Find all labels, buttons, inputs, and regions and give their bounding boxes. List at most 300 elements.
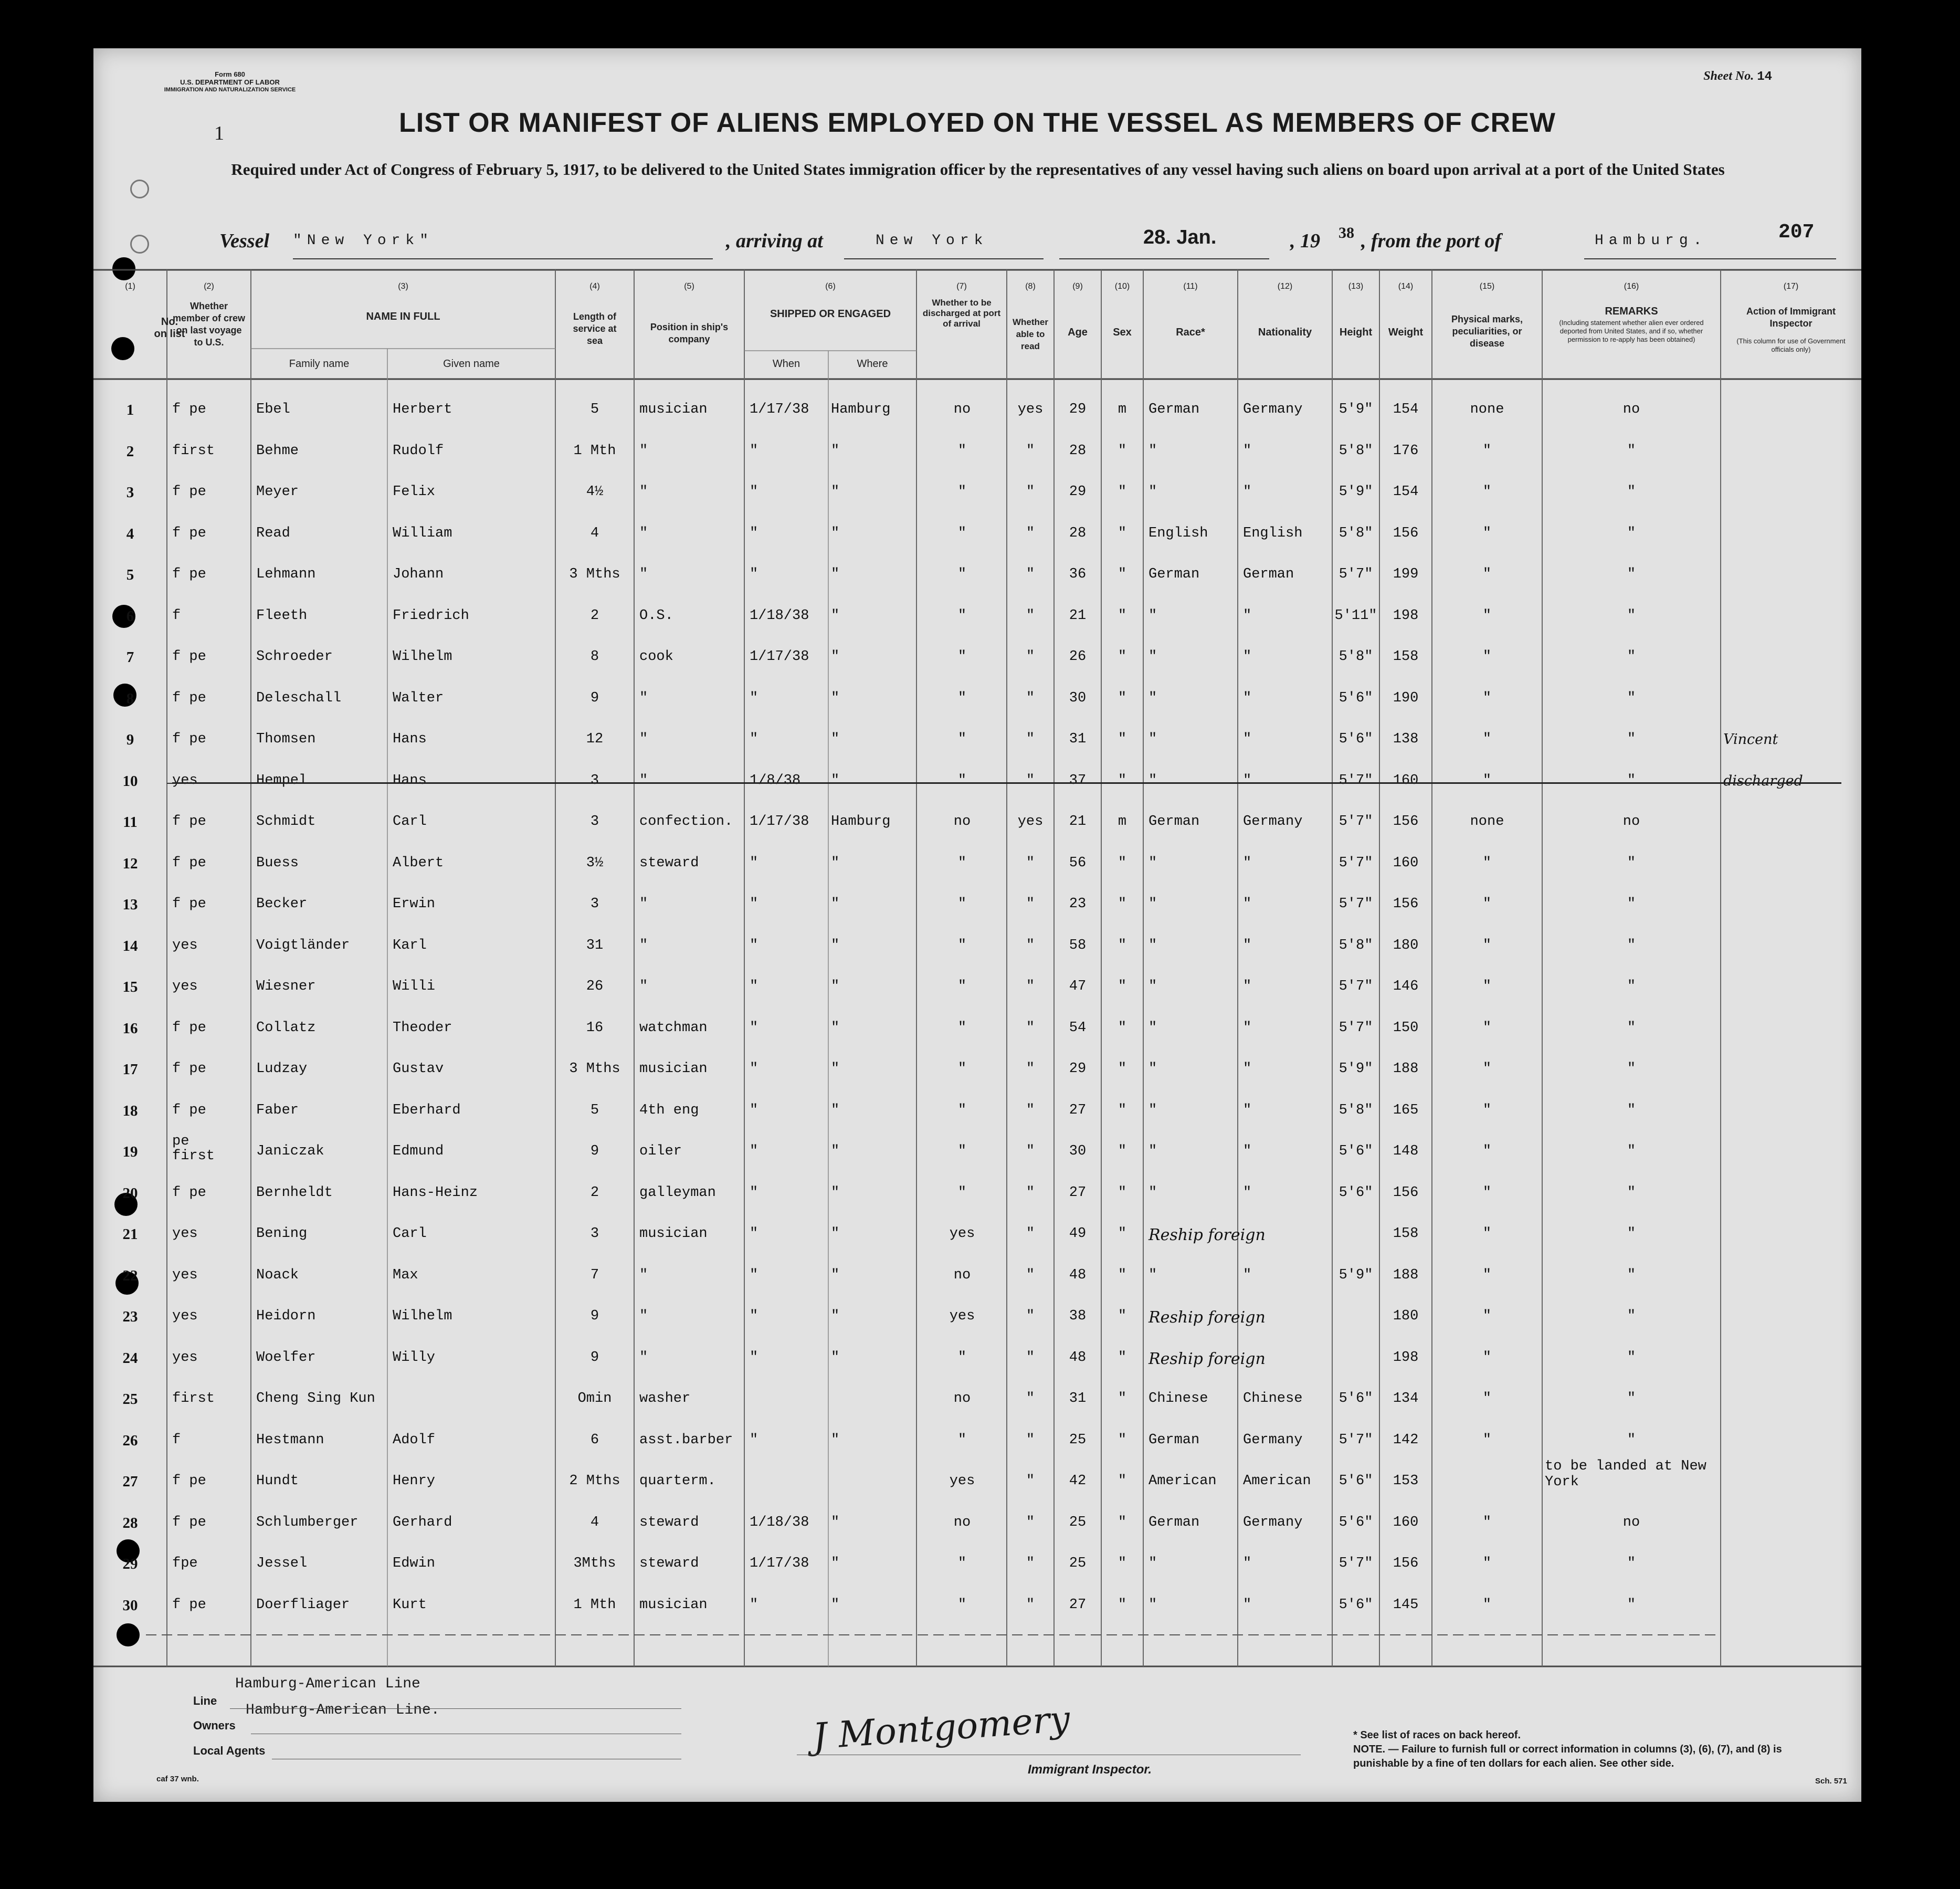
race-cell: " bbox=[1148, 1556, 1157, 1571]
discharged-cell: " bbox=[957, 1143, 967, 1159]
service-length-cell: 1 Mth bbox=[573, 1597, 616, 1613]
weight-cell: 156 bbox=[1393, 814, 1419, 830]
age-cell: 48 bbox=[1069, 1267, 1087, 1283]
given-name-cell: Hans bbox=[393, 731, 427, 747]
shipped-when-cell: " bbox=[750, 1349, 758, 1366]
row-number: 21 bbox=[122, 1226, 138, 1243]
height-cell: 5'8" bbox=[1339, 525, 1373, 541]
strike-through-line bbox=[172, 782, 1841, 784]
col-head-16: REMARKS bbox=[1605, 306, 1658, 317]
family-name-cell: Wiesner bbox=[256, 979, 316, 994]
col-head-15: Physical marks, peculiarities, or disease bbox=[1451, 314, 1523, 349]
service-length-cell: 3½ bbox=[586, 855, 604, 871]
shipped-when-cell: " bbox=[750, 896, 758, 912]
table-row bbox=[93, 1181, 1861, 1222]
handwritten-mark: 1 bbox=[214, 122, 224, 144]
family-name-cell: Lehmann bbox=[256, 566, 316, 582]
height-cell: 5'8" bbox=[1339, 1102, 1373, 1118]
table-row bbox=[93, 1551, 1861, 1592]
family-name-cell: Heidorn bbox=[256, 1308, 316, 1324]
table-row bbox=[93, 892, 1861, 933]
position-cell: cook bbox=[639, 649, 673, 665]
able-to-read-cell: " bbox=[1026, 690, 1035, 706]
height-cell: 5'7" bbox=[1339, 566, 1373, 582]
nationality-cell: " bbox=[1243, 649, 1252, 665]
service-length-cell: 6 bbox=[590, 1432, 599, 1448]
race-cell: German bbox=[1148, 402, 1200, 417]
shipped-when-cell: 1/17/38 bbox=[750, 1556, 809, 1571]
given-name-cell: Karl bbox=[393, 937, 427, 953]
given-name-cell: Walter bbox=[393, 690, 444, 706]
age-cell: 25 bbox=[1069, 1432, 1087, 1448]
col-head-17: Action of Immigrant Inspector bbox=[1746, 306, 1836, 329]
col-head-14: Weight bbox=[1388, 327, 1424, 338]
shipped-where-cell: " bbox=[831, 1143, 840, 1159]
sheet-label: Sheet No. bbox=[1703, 69, 1754, 83]
family-name-cell: Fleeth bbox=[256, 607, 308, 624]
age-cell: 26 bbox=[1069, 649, 1087, 665]
sex-cell: " bbox=[1118, 1020, 1127, 1036]
last-voyage-cell: f pe bbox=[172, 1102, 206, 1118]
shipped-when-cell: " bbox=[750, 1308, 758, 1324]
nationality-cell: " bbox=[1243, 607, 1252, 624]
discharged-cell: " bbox=[957, 937, 967, 953]
family-name-cell: Hundt bbox=[256, 1473, 299, 1489]
weight-cell: 198 bbox=[1393, 1349, 1419, 1366]
remarks-cell: " bbox=[1627, 772, 1636, 789]
remarks-cell: no bbox=[1622, 814, 1640, 830]
weight-cell: 180 bbox=[1393, 1308, 1419, 1324]
col-num-10: (10) bbox=[1114, 282, 1130, 291]
sex-cell: " bbox=[1118, 1391, 1127, 1407]
height-cell: 5'6" bbox=[1339, 1184, 1373, 1201]
nationality-cell: " bbox=[1243, 484, 1252, 500]
document-title: LIST OR MANIFEST OF ALIENS EMPLOYED ON THE VESSEL AS MEMBERS OF CREW bbox=[399, 108, 1556, 138]
shipped-when-cell: " bbox=[750, 855, 758, 871]
shipped-when-cell: " bbox=[750, 1226, 758, 1242]
col-sub-where: Where bbox=[857, 358, 888, 370]
col-num-9: (9) bbox=[1072, 282, 1083, 291]
sex-cell: " bbox=[1118, 1267, 1127, 1283]
position-cell: " bbox=[639, 484, 648, 500]
race-cell: " bbox=[1148, 484, 1157, 500]
physical-marks-cell: " bbox=[1482, 1267, 1492, 1283]
discharged-cell: " bbox=[957, 566, 967, 582]
nationality-cell: " bbox=[1243, 896, 1252, 912]
table-row bbox=[93, 974, 1861, 1015]
service-length-cell: 3Mths bbox=[573, 1556, 616, 1571]
age-cell: 23 bbox=[1069, 896, 1087, 912]
vessel-line bbox=[219, 221, 1847, 261]
table-row bbox=[93, 1222, 1861, 1263]
race-cell: " bbox=[1148, 1267, 1157, 1283]
row-number: 14 bbox=[122, 937, 138, 954]
able-to-read-cell: " bbox=[1026, 607, 1035, 624]
col-head-3: NAME IN FULL bbox=[366, 311, 440, 322]
position-cell: " bbox=[639, 896, 648, 912]
family-name-cell: Read bbox=[256, 525, 290, 541]
row-number: 24 bbox=[122, 1349, 138, 1367]
weight-cell: 188 bbox=[1393, 1061, 1419, 1077]
table-row bbox=[93, 1458, 1861, 1510]
last-voyage-cell: yes bbox=[172, 1349, 198, 1366]
service-length-cell: 3 Mths bbox=[569, 566, 620, 582]
remarks-cell: " bbox=[1627, 1597, 1636, 1613]
height-cell: 5'6" bbox=[1339, 1473, 1373, 1489]
table-row bbox=[93, 1134, 1861, 1180]
position-cell: " bbox=[639, 979, 648, 994]
able-to-read-cell: " bbox=[1026, 1308, 1035, 1324]
service-length-cell: 9 bbox=[590, 1349, 599, 1366]
position-cell: " bbox=[639, 731, 648, 747]
physical-marks-cell: " bbox=[1482, 1391, 1492, 1407]
sex-cell: " bbox=[1118, 566, 1127, 582]
age-cell: 27 bbox=[1069, 1184, 1087, 1201]
form-identifier bbox=[135, 70, 324, 94]
col-num-11: (11) bbox=[1183, 282, 1198, 291]
family-name-cell: Hestmann bbox=[256, 1432, 324, 1448]
service-length-cell: 2 bbox=[590, 607, 599, 624]
discharged-cell: " bbox=[957, 1432, 967, 1448]
col-head-6: SHIPPED OR ENGAGED bbox=[770, 308, 891, 320]
nationality-cell: " bbox=[1243, 731, 1252, 747]
remarks-cell: " bbox=[1627, 1349, 1636, 1366]
col-head-11: Race* bbox=[1176, 327, 1205, 338]
able-to-read-cell: " bbox=[1026, 1597, 1035, 1613]
weight-cell: 190 bbox=[1393, 690, 1419, 706]
discharged-cell: no bbox=[953, 1514, 971, 1530]
race-cell: " bbox=[1148, 937, 1157, 953]
shipped-where-cell: " bbox=[831, 1308, 840, 1324]
service-length-cell: 4 bbox=[590, 525, 599, 541]
age-cell: 49 bbox=[1069, 1226, 1087, 1242]
shipped-when-cell: " bbox=[750, 525, 758, 541]
family-name-cell: Schlumberger bbox=[256, 1514, 359, 1530]
physical-marks-cell: " bbox=[1482, 690, 1492, 706]
given-name-cell: Rudolf bbox=[393, 443, 444, 459]
weight-cell: 134 bbox=[1393, 1391, 1419, 1407]
last-voyage-cell: f pe bbox=[172, 1184, 206, 1201]
shipped-when-cell: 1/8/38 bbox=[750, 772, 801, 789]
given-name-cell: William bbox=[393, 525, 452, 541]
able-to-read-cell: " bbox=[1026, 1349, 1035, 1366]
owners-label: Owners bbox=[193, 1719, 236, 1732]
sex-cell: " bbox=[1118, 731, 1127, 747]
discharged-cell: " bbox=[957, 1556, 967, 1571]
col-head-13: Height bbox=[1339, 327, 1373, 338]
remarks-cell: " bbox=[1627, 855, 1636, 871]
last-voyage-cell: f pe bbox=[172, 649, 206, 665]
family-name-cell: Schroeder bbox=[256, 649, 333, 665]
last-voyage-cell: f pe bbox=[172, 402, 206, 417]
service-length-cell: 9 bbox=[590, 690, 599, 706]
family-name-cell: Ludzay bbox=[256, 1061, 308, 1077]
sex-cell: " bbox=[1118, 772, 1127, 789]
race-cell: " bbox=[1148, 979, 1157, 994]
given-name-cell: Max bbox=[393, 1267, 418, 1283]
position-cell: " bbox=[639, 690, 648, 706]
last-voyage-cell: f pe bbox=[172, 566, 206, 582]
able-to-read-cell: " bbox=[1026, 1514, 1035, 1530]
remarks-cell: " bbox=[1627, 525, 1636, 541]
nationality-cell: " bbox=[1243, 772, 1252, 789]
position-cell: steward bbox=[639, 1514, 699, 1530]
family-name-cell: Behme bbox=[256, 443, 299, 459]
row-number: 9 bbox=[126, 731, 134, 748]
shipped-where-cell: " bbox=[831, 649, 840, 665]
race-cell: " bbox=[1148, 443, 1157, 459]
weight-cell: 188 bbox=[1393, 1267, 1419, 1283]
given-name-cell: Wilhelm bbox=[393, 1308, 452, 1324]
given-name-cell: Wilhelm bbox=[393, 649, 452, 665]
family-name-cell: Thomsen bbox=[256, 731, 316, 747]
discharged-cell: " bbox=[957, 649, 967, 665]
able-to-read-cell: " bbox=[1026, 525, 1035, 541]
able-to-read-cell: " bbox=[1026, 937, 1035, 953]
position-cell: 4th eng bbox=[639, 1102, 699, 1118]
physical-marks-cell: " bbox=[1482, 443, 1492, 459]
shipped-when-cell: " bbox=[750, 937, 758, 953]
physical-marks-cell: " bbox=[1482, 1143, 1492, 1159]
height-cell: 5'6" bbox=[1339, 1514, 1373, 1530]
nationality-cell: " bbox=[1243, 979, 1252, 994]
race-cell: " bbox=[1148, 1184, 1157, 1201]
punch-hole bbox=[112, 257, 135, 280]
row-number: 27 bbox=[122, 1473, 138, 1490]
col-num-8: (8) bbox=[1025, 282, 1036, 291]
row-number: 7 bbox=[126, 649, 134, 666]
able-to-read-cell: " bbox=[1026, 896, 1035, 912]
sex-cell: " bbox=[1118, 855, 1127, 871]
position-cell: confection. bbox=[639, 814, 733, 830]
table-row bbox=[93, 645, 1861, 686]
discharged-cell: no bbox=[953, 814, 971, 830]
remarks-cell: " bbox=[1627, 1308, 1636, 1324]
physical-marks-cell: " bbox=[1482, 855, 1492, 871]
race-cell: English bbox=[1148, 525, 1208, 541]
race-cell: " bbox=[1148, 1597, 1157, 1613]
weight-cell: 160 bbox=[1393, 855, 1419, 871]
physical-marks-cell: " bbox=[1482, 937, 1492, 953]
col-num-6: (6) bbox=[825, 282, 836, 291]
shipped-when-cell: " bbox=[750, 979, 758, 994]
schedule-code: Sch. 571 bbox=[1815, 1777, 1847, 1786]
position-cell: " bbox=[639, 566, 648, 582]
given-name-cell: Carl bbox=[393, 1226, 427, 1242]
inspector-signature: J Montgomery bbox=[811, 1698, 1071, 1758]
physical-marks-cell: " bbox=[1482, 607, 1492, 624]
col-num-5: (5) bbox=[684, 282, 694, 291]
height-cell: 5'8" bbox=[1339, 443, 1373, 459]
position-cell: " bbox=[639, 443, 648, 459]
discharged-cell: " bbox=[957, 1184, 967, 1201]
sex-cell: " bbox=[1118, 937, 1127, 953]
col-num-3: (3) bbox=[398, 282, 408, 291]
able-to-read-cell: " bbox=[1026, 1391, 1035, 1407]
table-row bbox=[93, 1593, 1861, 1634]
service-length-cell: 4 bbox=[590, 1514, 599, 1530]
year-suffix: 38 bbox=[1339, 224, 1354, 242]
last-voyage-cell: yes bbox=[172, 979, 198, 994]
nationality-cell: " bbox=[1243, 1556, 1252, 1571]
position-cell: musician bbox=[639, 1597, 708, 1613]
shipped-where-cell: " bbox=[831, 1349, 840, 1366]
able-to-read-cell: " bbox=[1026, 855, 1035, 871]
shipped-where-cell: " bbox=[831, 1514, 840, 1530]
remarks-cell: " bbox=[1627, 1267, 1636, 1283]
table-row bbox=[93, 1387, 1861, 1428]
age-cell: 30 bbox=[1069, 1143, 1087, 1159]
last-voyage-cell: fpe bbox=[172, 1556, 198, 1571]
col-sub-when: When bbox=[772, 358, 800, 370]
service-length-cell: 3 bbox=[590, 896, 599, 912]
age-cell: 37 bbox=[1069, 772, 1087, 789]
race-cell: Chinese bbox=[1148, 1391, 1208, 1407]
discharged-cell: " bbox=[957, 443, 967, 459]
document-subtitle: Required under Act of Congress of February 5, 1917, to be delivered to the United States immigration officer by the representatives of any vessel having such aliens on board upon arrival at a port of the United States bbox=[231, 160, 1725, 179]
table-row bbox=[93, 810, 1861, 851]
given-name-cell: Albert bbox=[393, 855, 444, 871]
nationality-cell: Germany bbox=[1243, 814, 1303, 830]
weight-cell: 156 bbox=[1393, 1184, 1419, 1201]
remarks-cell: " bbox=[1627, 1184, 1636, 1201]
physical-marks-cell: " bbox=[1482, 1226, 1492, 1242]
table-row bbox=[93, 604, 1861, 645]
weight-cell: 138 bbox=[1393, 731, 1419, 747]
age-cell: 54 bbox=[1069, 1020, 1087, 1036]
table-row bbox=[93, 1016, 1861, 1057]
physical-marks-cell: " bbox=[1482, 1556, 1492, 1571]
family-name-cell: Schmidt bbox=[256, 814, 316, 830]
physical-marks-cell: " bbox=[1482, 1514, 1492, 1530]
port-underline bbox=[1584, 258, 1836, 259]
race-cell: " bbox=[1148, 1020, 1157, 1036]
given-name-cell: Willi bbox=[393, 979, 436, 994]
local-agents-label: Local Agents bbox=[193, 1744, 266, 1757]
manifest-sheet bbox=[93, 48, 1861, 1802]
col-head-7: Whether to be discharged at port of arrival bbox=[922, 298, 1001, 329]
race-cell: American bbox=[1148, 1473, 1217, 1489]
sex-cell: " bbox=[1118, 1432, 1127, 1448]
col-num-4: (4) bbox=[589, 282, 600, 291]
position-cell: musician bbox=[639, 402, 708, 417]
able-to-read-cell: " bbox=[1026, 772, 1035, 789]
shipped-where-cell: " bbox=[831, 1102, 840, 1118]
nationality-cell: " bbox=[1243, 1267, 1252, 1283]
col-head-8: Whether able to read bbox=[1013, 317, 1048, 351]
nationality-cell: Germany bbox=[1243, 402, 1303, 417]
physical-marks-cell: " bbox=[1482, 896, 1492, 912]
race-cell: Reship foreign bbox=[1148, 1349, 1266, 1368]
service-length-cell: 5 bbox=[590, 402, 599, 417]
nationality-cell: American bbox=[1243, 1473, 1311, 1489]
age-cell: 31 bbox=[1069, 731, 1087, 747]
row-number: 16 bbox=[122, 1020, 138, 1037]
last-voyage-cell: yes bbox=[172, 772, 198, 789]
weight-cell: 154 bbox=[1393, 484, 1419, 500]
given-name-cell: Gustav bbox=[393, 1061, 444, 1077]
race-cell: " bbox=[1148, 1143, 1157, 1159]
service-length-cell: Omin bbox=[577, 1391, 612, 1407]
age-cell: 28 bbox=[1069, 525, 1087, 541]
position-cell: quarterm. bbox=[639, 1473, 716, 1489]
discharged-cell: yes bbox=[949, 1473, 975, 1489]
family-name-cell: Bernheldt bbox=[256, 1184, 333, 1201]
age-cell: 27 bbox=[1069, 1102, 1087, 1118]
shipped-where-cell: " bbox=[831, 1020, 840, 1036]
shipped-where-cell: " bbox=[831, 607, 840, 624]
last-voyage-cell: f pe bbox=[172, 1020, 206, 1036]
able-to-read-cell: " bbox=[1026, 1102, 1035, 1118]
service-length-cell: 7 bbox=[590, 1267, 599, 1283]
age-cell: 28 bbox=[1069, 443, 1087, 459]
table-row bbox=[93, 1263, 1861, 1304]
remarks-cell: no bbox=[1622, 402, 1640, 417]
col-num-16: (16) bbox=[1624, 282, 1639, 291]
shipped-when-cell: 1/17/38 bbox=[750, 649, 809, 665]
shipped-when-cell: " bbox=[750, 1432, 758, 1448]
physical-marks-cell: " bbox=[1482, 649, 1492, 665]
sex-cell: " bbox=[1118, 525, 1127, 541]
col-sub-given: Given name bbox=[443, 358, 500, 370]
table-row bbox=[93, 851, 1861, 892]
shipped-when-cell: 1/17/38 bbox=[750, 814, 809, 830]
weight-cell: 198 bbox=[1393, 607, 1419, 624]
arrival-date: 28. Jan. bbox=[1143, 226, 1217, 248]
remarks-cell: no bbox=[1622, 1514, 1640, 1530]
given-name-cell: Theoder bbox=[393, 1020, 452, 1036]
row-number: 22 bbox=[122, 1267, 138, 1284]
weight-cell: 156 bbox=[1393, 896, 1419, 912]
shipped-when-cell: 1/17/38 bbox=[750, 402, 809, 417]
col-num-15: (15) bbox=[1479, 282, 1495, 291]
able-to-read-cell: " bbox=[1026, 649, 1035, 665]
race-cell: " bbox=[1148, 1061, 1157, 1077]
discharged-cell: yes bbox=[949, 1308, 975, 1324]
physical-marks-cell: " bbox=[1482, 772, 1492, 789]
height-cell: 5'7" bbox=[1339, 855, 1373, 871]
nationality-cell: " bbox=[1243, 1061, 1252, 1077]
height-cell: 5'7" bbox=[1339, 1556, 1373, 1571]
able-to-read-cell: " bbox=[1026, 731, 1035, 747]
row-number: 6 bbox=[126, 607, 134, 625]
given-name-cell: Gerhard bbox=[393, 1514, 452, 1530]
height-cell: 5'6" bbox=[1339, 1391, 1373, 1407]
last-voyage-cell: f bbox=[172, 607, 181, 624]
col-sub-17: (This column for use of Government officials only) bbox=[1736, 337, 1846, 353]
shipped-where-cell: " bbox=[831, 525, 840, 541]
vessel-name: "New York" bbox=[293, 233, 434, 249]
nationality-cell: " bbox=[1243, 937, 1252, 953]
row-number: 4 bbox=[126, 525, 134, 542]
last-voyage-cell: f pe bbox=[172, 1061, 206, 1077]
able-to-read-cell: " bbox=[1026, 1184, 1035, 1201]
height-cell: 5'7" bbox=[1339, 772, 1373, 789]
able-to-read-cell: " bbox=[1026, 1226, 1035, 1242]
weight-cell: 156 bbox=[1393, 525, 1419, 541]
row-number: 28 bbox=[122, 1514, 138, 1531]
discharged-cell: " bbox=[957, 772, 967, 789]
shipped-when-cell: 1/18/38 bbox=[750, 607, 809, 624]
date-underline bbox=[1059, 258, 1269, 259]
shipped-where-cell: " bbox=[831, 484, 840, 500]
race-cell: German bbox=[1148, 566, 1200, 582]
line-underline bbox=[230, 1708, 681, 1709]
last-voyage-cell: f bbox=[172, 1432, 181, 1448]
position-cell: " bbox=[639, 937, 648, 953]
punch-hole-ring bbox=[130, 180, 149, 198]
sex-cell: " bbox=[1118, 1514, 1127, 1530]
